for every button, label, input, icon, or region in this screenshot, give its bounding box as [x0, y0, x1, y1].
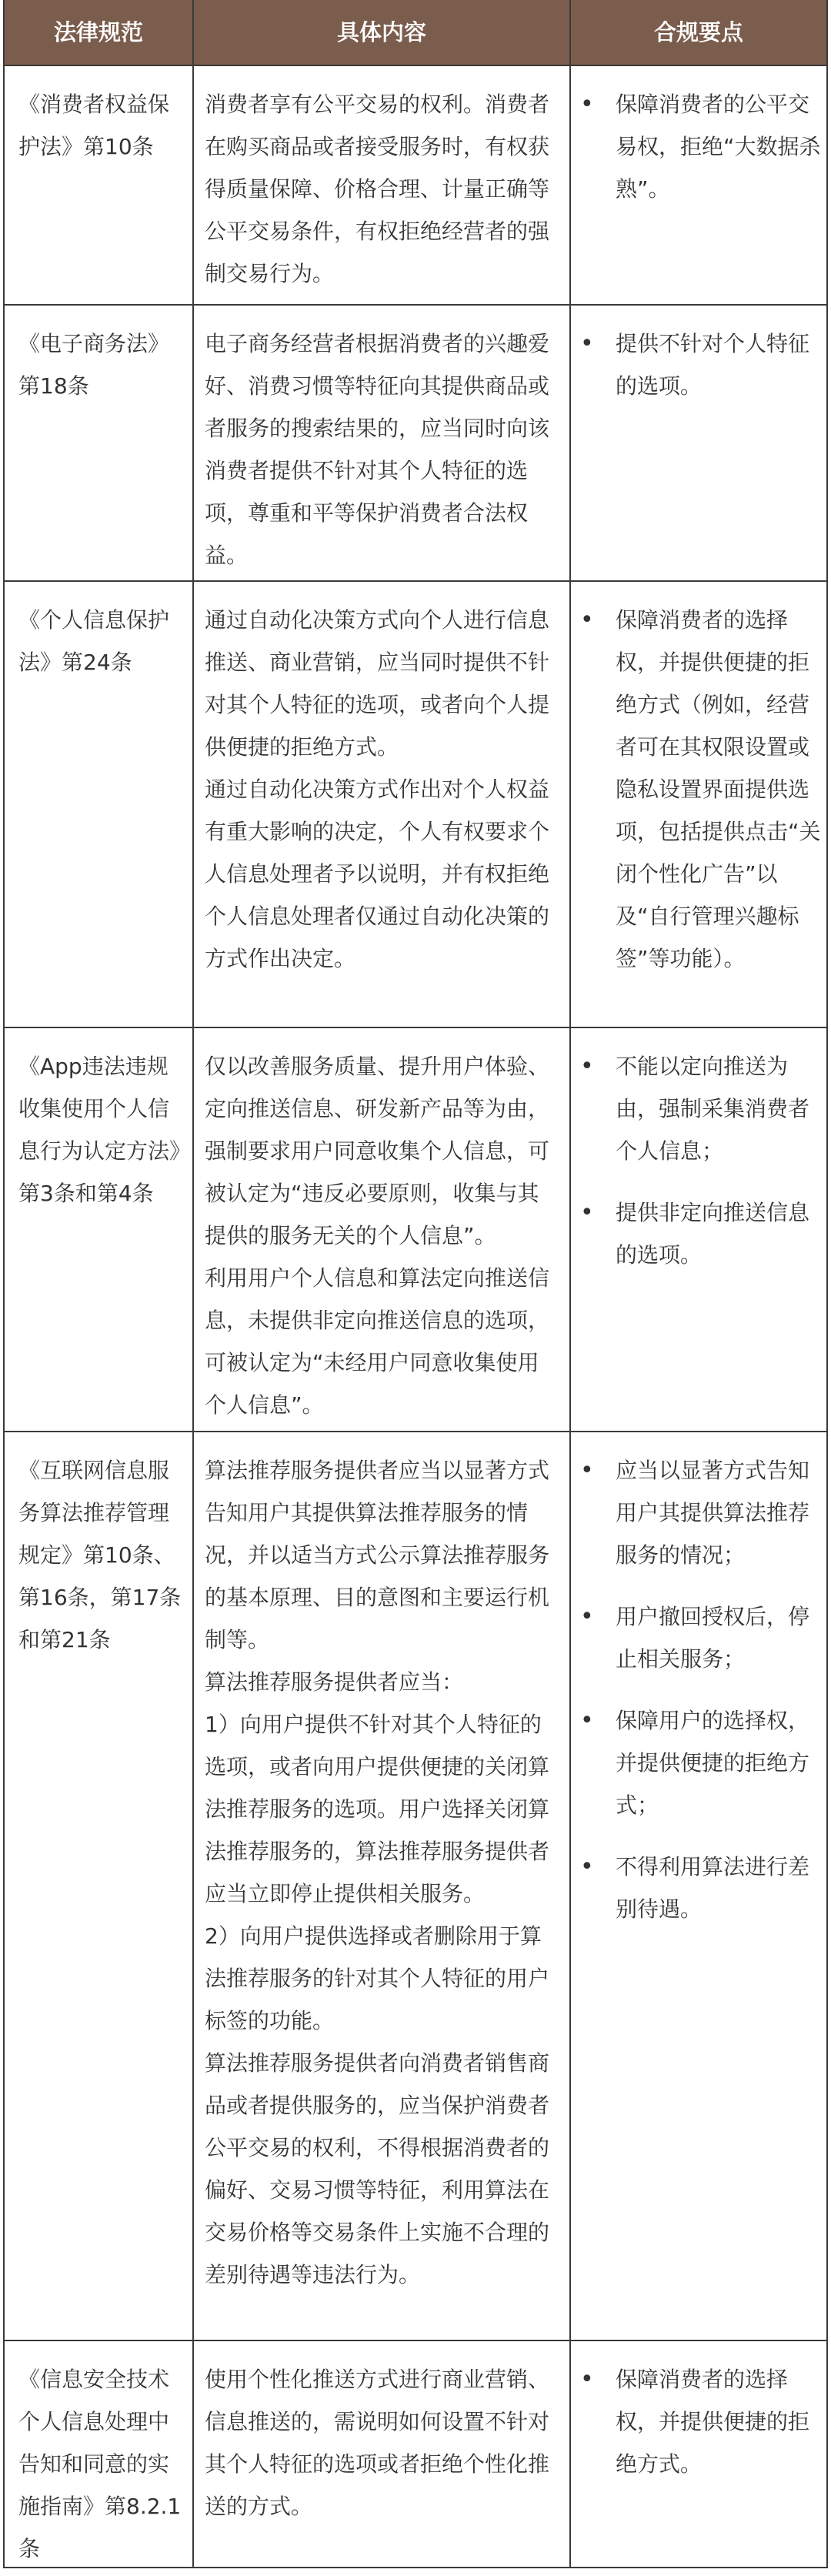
- law-cell: 《App违法违规收集使用个人信息行为认定方法》第3条和第4条: [5, 1028, 194, 1431]
- table-header: [5, 0, 826, 65]
- content-paragraph: 算法推荐服务提供者应当：: [205, 1669, 464, 1695]
- law-cell: 《消费者权益保护法》第10条: [5, 66, 194, 304]
- points-cell: [571, 1028, 826, 1431]
- bullet-icon: •: [580, 1457, 594, 1484]
- content-cell: [194, 1432, 571, 2340]
- content-paragraph: 通过自动化决策方式作出对个人权益有重大影响的决定，个人有权要求个人信息处理者予以说明，并有权拒绝个人信息处理者仅通过自动化决策的方式作出决定。: [205, 777, 550, 971]
- table-row: [5, 1027, 826, 1431]
- law-cell: 《信息安全技术个人信息处理中告知和同意的实施指南》第8.2.1条: [5, 2341, 194, 2567]
- point-item: • 保障消费者的选择权，并提供便捷的拒绝方式。: [571, 2358, 822, 2485]
- content-paragraph: 消费者享有公平交易的权利。消费者在购买商品或者接受服务时，有权获得质量保障、价格合理、计量正确等公平交易条件，有权拒绝经营者的强制交易行为。: [205, 92, 550, 286]
- content-cell: [194, 1028, 571, 1431]
- bullet-icon: •: [580, 1199, 594, 1226]
- point-item: • 用户撤回授权后，停止相关服务；: [571, 1595, 822, 1680]
- header-points: 合规要点: [653, 18, 743, 45]
- point-item: • 不能以定向推送为由，强制采集消费者个人信息；: [571, 1045, 822, 1172]
- bullet-icon: •: [580, 606, 594, 633]
- points-cell: [571, 66, 826, 304]
- content-paragraph: 利用用户个人信息和算法定向推送信息，未提供非定向推送信息的选项，可被认定为“未经用户同意收集使用个人信息”。: [205, 1265, 550, 1418]
- content-cell: [194, 582, 571, 1027]
- content-paragraph: 使用个性化推送方式进行商业营销、信息推送的，需说明如何设置不针对其个人特征的选项或者拒绝个性化推送的方式。: [205, 2367, 550, 2519]
- header-law: 法律规范: [5, 0, 194, 65]
- points-cell: [571, 582, 826, 1027]
- point-item: • 保障用户的选择权，并提供便捷的拒绝方式；: [571, 1699, 822, 1826]
- point-item: • 保障消费者的选择权，并提供便捷的拒绝方式（例如，经营者可在其权限设置或隐私设置界面提供选项，包括提供点击“关闭个性化广告”以及“自行管理兴趣标签”等功能）。: [571, 599, 822, 980]
- bullet-icon: •: [580, 330, 594, 357]
- compliance-table: [3, 0, 828, 2568]
- point-item: • 保障消费者的公平交易权，拒绝“大数据杀熟”。: [571, 83, 822, 210]
- content-cell: [194, 66, 571, 304]
- bullet-icon: •: [580, 91, 594, 118]
- bullet-icon: •: [580, 1707, 594, 1734]
- content-paragraph: 算法推荐服务提供者应当以显著方式告知用户其提供算法推荐服务的情况，并以适当方式公示算法推荐服务的基本原理、目的意图和主要运行机制等。: [205, 1458, 550, 1652]
- content-paragraph: 仅以改善服务质量、提升用户体验、定向推送信息、研发新产品等为由，强制要求用户同意收集个人信息，可被认定为“违反必要原则，收集与其提供的服务无关的个人信息”。: [205, 1054, 550, 1248]
- points-cell: [571, 306, 826, 580]
- content-cell: [194, 306, 571, 580]
- table-row: [5, 2340, 826, 2567]
- table-row: [5, 304, 826, 580]
- law-cell: 《个人信息保护法》第24条: [5, 582, 194, 1027]
- bullet-icon: •: [580, 2366, 594, 2393]
- law-cell: 《电子商务法》第18条: [5, 306, 194, 580]
- content-paragraph: 1）向用户提供不针对其个人特征的选项，或者向用户提供便捷的关闭算法推荐服务的选项。用户选择关闭算法推荐服务的，算法推荐服务提供者应当立即停止提供相关服务。: [205, 1712, 550, 1906]
- point-item: • 应当以显著方式告知用户其提供算法推荐服务的情况；: [571, 1449, 822, 1576]
- content-paragraph: 电子商务经营者根据消费者的兴趣爱好、消费习惯等特征向其提供商品或者服务的搜索结果的，应当同时向该消费者提供不针对其个人特征的选项，尊重和平等保护消费者合法权益。: [205, 331, 550, 568]
- header-content: 具体内容: [194, 0, 571, 65]
- points-cell: [571, 2341, 826, 2567]
- bullet-icon: •: [580, 1603, 594, 1630]
- content-paragraph: 通过自动化决策方式向个人进行信息推送、商业营销，应当同时提供不针对其个人特征的选项，或者向个人提供便捷的拒绝方式。: [205, 607, 550, 760]
- content-paragraph: 2）向用户提供选择或者删除用于算法推荐服务的针对其个人特征的用户标签的功能。: [205, 1923, 550, 2033]
- content-paragraph: 算法推荐服务提供者向消费者销售商品或者提供服务的，应当保护消费者公平交易的权利，不得根据消费者的偏好、交易习惯等特征，利用算法在交易价格等交易条件上实施不合理的差别待遇等违法行为。: [205, 2050, 550, 2287]
- table-row: [5, 580, 826, 1027]
- law-cell: 《互联网信息服务算法推荐管理规定》第10条、第16条，第17条和第21条: [5, 1432, 194, 2340]
- point-item: • 提供非定向推送信息的选项。: [571, 1191, 822, 1276]
- points-cell: [571, 1432, 826, 2340]
- bullet-icon: •: [580, 1053, 594, 1080]
- point-item: • 提供不针对个人特征的选项。: [571, 322, 822, 407]
- point-item: • 不得利用算法进行差别待遇。: [571, 1846, 822, 1930]
- bullet-icon: •: [580, 1853, 594, 1880]
- table-row: [5, 1431, 826, 2340]
- table-row: [5, 65, 826, 304]
- content-cell: [194, 2341, 571, 2567]
